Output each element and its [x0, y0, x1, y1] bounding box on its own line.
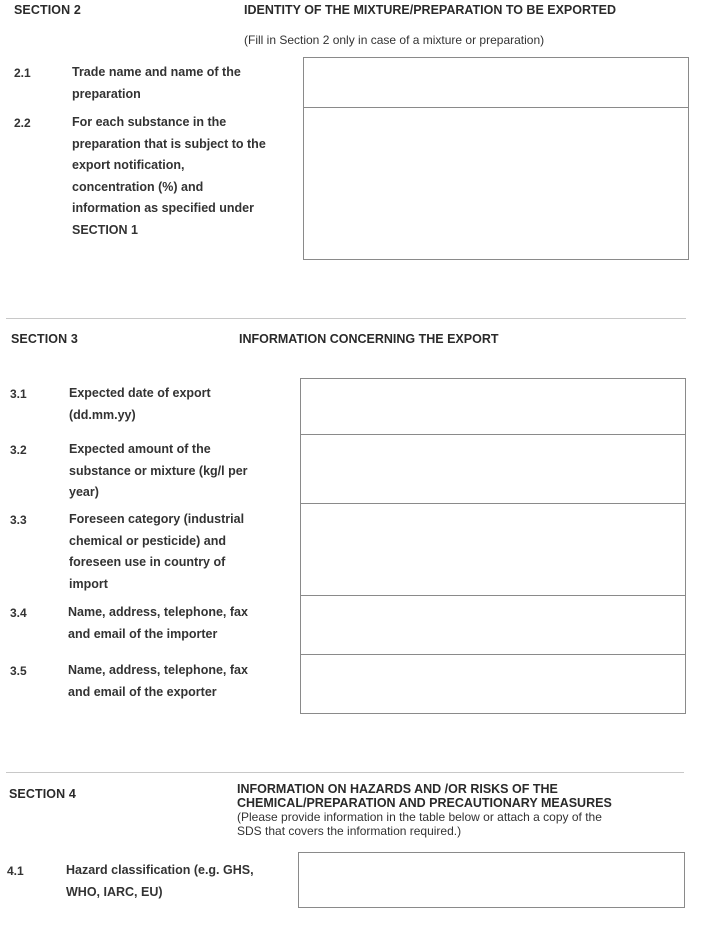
input-box-2-2[interactable]	[303, 107, 689, 260]
item-label-4-1: Hazard classification (e.g. GHS, WHO, IARC, EU)	[66, 863, 254, 899]
item-number: 2.2	[14, 116, 31, 130]
item-label-2-1: Trade name and name of the preparation	[72, 65, 241, 101]
input-box-2-1[interactable]	[303, 57, 689, 108]
item-number: 3.5	[10, 664, 27, 678]
section-4-title-line: CHEMICAL/PREPARATION AND PRECAUTIONARY MEASURES	[237, 796, 612, 810]
item-number: 3.3	[10, 513, 27, 527]
section-2-label: SECTION 2	[14, 3, 81, 17]
item-number: 3.1	[10, 387, 27, 401]
input-box-3-5[interactable]	[300, 654, 686, 714]
section-divider	[6, 318, 686, 319]
input-box-3-4[interactable]	[300, 595, 686, 655]
section-4-heading	[237, 782, 687, 838]
input-box-3-3[interactable]	[300, 503, 686, 596]
section-4-title-line: INFORMATION ON HAZARDS AND /OR RISKS OF THE	[237, 782, 558, 796]
item-label-3-3: Foreseen category (industrial chemical or pesticide) and foreseen use in country of import	[69, 512, 245, 591]
section-2-title: IDENTITY OF THE MIXTURE/PREPARATION TO BE EXPORTED	[244, 3, 617, 17]
input-box-3-2[interactable]	[300, 434, 686, 504]
item-number: 2.1	[14, 66, 31, 80]
input-box-4-1[interactable]	[298, 852, 685, 908]
item-label-3-5: Name, address, telephone, fax and email of the exporter	[68, 663, 248, 699]
item-number: 3.2	[10, 443, 27, 457]
item-label-3-1: Expected date of export (dd.mm.yy)	[69, 386, 211, 422]
item-label-3-4: Name, address, telephone, fax and email of the importer	[68, 605, 248, 641]
section-4-label: SECTION 4	[9, 787, 76, 801]
section-3-label: SECTION 3	[11, 332, 78, 346]
section-divider	[6, 772, 684, 773]
section-2-note: (Fill in Section 2 only in case of a mixture or preparation)	[244, 33, 545, 47]
item-number: 4.1	[7, 864, 24, 878]
item-number: 3.4	[10, 606, 27, 620]
item-label-3-2: Expected amount of the substance or mixture (kg/l per year)	[69, 442, 248, 499]
input-box-3-1[interactable]	[300, 378, 686, 435]
section-3-title: INFORMATION CONCERNING THE EXPORT	[239, 332, 499, 346]
section-4-note-line: (Please provide information in the table below or attach a copy of the	[237, 810, 602, 824]
section-4-note-line: SDS that covers the information required.)	[237, 824, 462, 838]
item-label-2-2: For each substance in the preparation that is subject to the export notification, concentration (%) and information as specified under SECTION 1	[72, 115, 266, 237]
